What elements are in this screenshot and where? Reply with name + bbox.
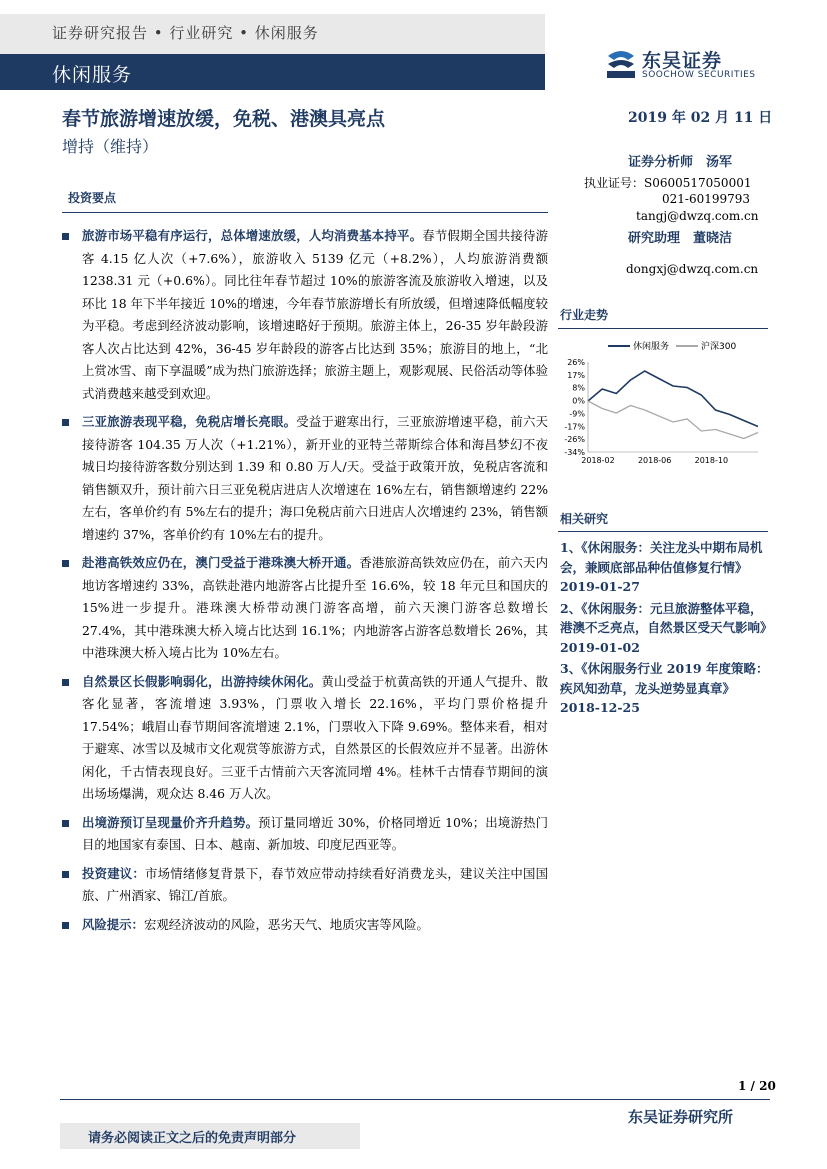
analyst-email[interactable]: tangj@dwzq.com.cn <box>636 209 759 223</box>
bullet-body: 宏观经济波动的风险，恶劣天气、地质灾害等风险。 <box>143 916 429 932</box>
brand-name-cn: 东吴证券 <box>642 50 723 72</box>
bullet-body: 市场情绪修复背景下，春节效应带动持续看好消费龙头，建议关注中国国旅、广州酒家、锦江/首旅。 <box>82 865 549 903</box>
footer-divider <box>60 1099 770 1100</box>
related-list <box>560 538 770 718</box>
bullet-square-icon <box>62 419 76 427</box>
bullet-body: 黄山受益于杭黄高铁的开通人气提升、散客化显著，客流增速 3.93%，门票收入增长 22.16%，平均门票价格提升 17.54%；峨眉山春节期间客流增速 2.1%，门票收入下降 9.69%。整体来看，相对于避寒、冰雪以及城市文化观赏等旅游方式，自然景区的长假效应并不显著。出游休闲化，千古情表现良好。三亚千古情前六天客流同增 4%。桂林千古情春节期间的演出场场爆满，观众达 8.46 万人次。 <box>82 673 549 801</box>
divider <box>62 212 548 213</box>
analyst-name: 证券分析师 汤军 <box>628 155 733 170</box>
y-tick-label: 17% <box>567 370 585 380</box>
trend-heading: 行业走势 <box>560 308 609 322</box>
x-tick-label: 2018-10 <box>694 456 729 465</box>
bullet-heading: 投资建议： <box>82 865 146 881</box>
bullet-heading: 风险提示： <box>82 916 144 932</box>
y-tick-label: 8% <box>572 383 585 393</box>
list-item <box>62 812 548 857</box>
y-tick-label: -26% <box>564 435 585 445</box>
bullet-body: 预订量同增近 30%，价格同增近 10%；出境游热门目的地国家有泰国、日本、越南、新加坡、印度尼西亚等。 <box>82 814 549 852</box>
x-axis <box>581 452 758 465</box>
y-tick-label: -34% <box>564 448 585 457</box>
x-tick-label: 2018-02 <box>581 456 615 465</box>
list-item <box>62 914 548 937</box>
bullet-body: 受益于避寒出行，三亚旅游增速平稳，前六天接待游客 104.35 万人次（+1.21%），新开业的亚特兰蒂斯综合体和海昌梦幻不夜城日均接待游客数分别达到 1.39 和 0.80 万人/天。受益于政策开放，免税店客流和销售额双升，预计前六日三亚免税店进店人次增速在 16%左右，销售额增速约 22%左右，客单价约有 5%左右的提升；海口免税店前六日进店人次增速约 23%，销售额增速约 37%，客单价约有 10%左右的提升。 <box>82 414 549 542</box>
bullet-body: 香港旅游高铁效应仍在，前六天内地访客增速约 33%，高铁赴港内地游客占比提升至 16.6%，较 18 年元旦和国庆的 15%进一步提升。港珠澳大桥带动澳门游客高增，前六天澳门游客总数增长 27.4%，其中港珠澳大桥入境占比达到 16.1%；内地游客占游客总数增长 26%，其中港珠澳大桥入境占比为 10%左右。 <box>82 555 549 660</box>
company-logo <box>604 46 774 82</box>
logo-emblem-icon <box>604 46 638 80</box>
related-heading: 相关研究 <box>560 512 609 526</box>
x-tick-label: 2018-06 <box>637 456 672 465</box>
list-item <box>62 411 548 546</box>
series-line-2 <box>588 401 758 439</box>
bullet-square-icon <box>62 922 76 930</box>
legend-label-series-2: 沪深300 <box>701 342 737 352</box>
list-item <box>62 863 548 908</box>
report-title: 春节旅游增速放缓，免税、港澳具亮点 <box>62 108 386 130</box>
list-item <box>62 671 548 806</box>
license-number: 执业证号：S0600517050001 <box>584 176 752 190</box>
bullet-square-icon <box>62 871 76 879</box>
bullet-square-icon <box>62 233 76 241</box>
sector-label: 休闲服务 <box>52 64 133 86</box>
related-report-link[interactable]: 1、《休闲服务：关注龙头中期布局机会，兼顾底部品种估值修复行情》2019-01-27 <box>560 540 763 594</box>
page-number: 1 / 20 <box>738 1079 776 1093</box>
bullet-heading: 旅游市场平稳有序运行，总体增速放缓，人均消费基本持平。 <box>82 228 423 243</box>
phone-number: 021-60199793 <box>662 192 751 206</box>
chart-legend <box>608 340 736 352</box>
related-report-link[interactable]: 2、《休闲服务：元旦旅游整体平稳，港澳不乏亮点，自然景区受天气影响》2019-01-02 <box>560 600 767 655</box>
y-tick-label: -9% <box>569 409 585 419</box>
y-tick-label: 0% <box>572 396 585 406</box>
footer-company: 东吴证券研究所 <box>628 1108 734 1126</box>
divider <box>558 328 768 329</box>
y-tick-label: 26% <box>567 358 585 367</box>
rating: 增持（维持） <box>62 137 159 156</box>
y-tick-label: -17% <box>564 422 585 432</box>
bullet-body: 春节假期全国共接待游客 4.15 亿人次（+7.6%），旅游收入 5139 亿元（+8.2%），人均旅游消费额 1238.31 元（+0.6%）。同比往年春节超过 10%的旅游客流及旅游收入增速，以及环比 18 年下半年接近 10%的增速，今年春节旅游增长有所放缓，但增速降低幅度较为平稳。考虑到经济波动影响，该增速略好于预期。旅游主体上，26-35 岁年龄段游客人次占比达到 42%，36-45 岁年龄段的游客占比达到 35%；旅游目的地上，“北上赏冰雪、南下享温暖”成为热门旅游选择；旅游主题上，观影观展、民俗活动等体验式消费越来越受到欢迎。 <box>82 228 549 401</box>
assistant-email[interactable]: dongxj@dwzq.com.cn <box>626 262 759 276</box>
chart-lines <box>588 371 758 439</box>
bullet-heading: 赴港高铁效应仍在，澳门受益于港珠澳大桥开通。 <box>82 555 360 570</box>
key-points-heading: 投资要点 <box>68 191 117 205</box>
assistant-name: 研究助理 董晓洁 <box>628 231 733 246</box>
brand-name-en: SOOCHOW SECURITIES <box>642 70 756 80</box>
bullet-square-icon <box>62 560 76 568</box>
series-line-1 <box>588 371 758 427</box>
list-item <box>62 552 548 665</box>
bullet-heading: 自然景区长假影响弱化，出游持续休闲化。 <box>82 673 322 689</box>
disclaimer-text: 请务必阅读正文之后的免责声明部分 <box>88 1131 297 1146</box>
bullet-square-icon <box>62 679 76 687</box>
related-report-link[interactable]: 3、《休闲服务行业 2019 年度策略：疾风知劲草，龙头逆势显真章》2018-12-25 <box>560 661 769 715</box>
divider <box>558 531 768 532</box>
key-points-list <box>62 225 548 942</box>
bullet-square-icon <box>62 820 76 828</box>
bullet-heading: 出境游预订呈现量价齐升趋势。 <box>82 814 259 830</box>
list-item <box>62 225 548 405</box>
breadcrumb: 证券研究报告 • 行业研究 • 休闲服务 <box>52 24 319 42</box>
report-date: 2019 年 02 月 11 日 <box>628 110 773 126</box>
key-points-section <box>62 189 549 932</box>
bullet-heading: 三亚旅游表现平稳，免税店增长亮眼。 <box>82 414 297 429</box>
y-axis <box>564 358 588 457</box>
trend-chart <box>558 334 770 468</box>
legend-label-series-1: 休闲服务 <box>633 342 670 352</box>
